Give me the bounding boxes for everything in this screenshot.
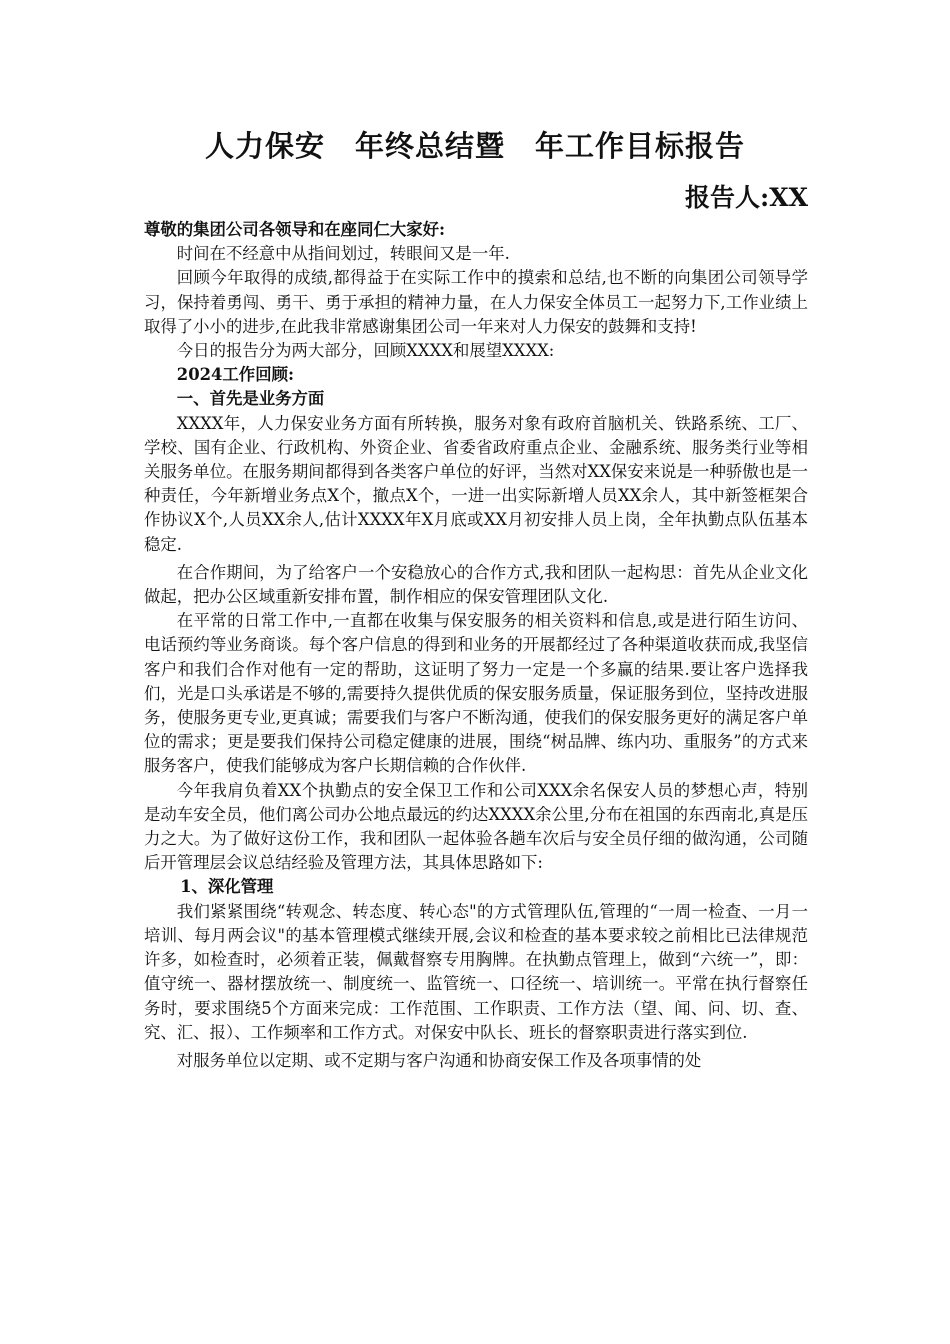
paragraph: XXXX年，人力保安业务方面有所转换，服务对象有政府首脑机关、铁路系统、工厂、学校、国有企业、行政机构、外资企业、省委省政府重点企业、金融系统、服务类行业等相关服务单位。在服务期间都得到各类客户单位的好评，当然对XX保安来说是一种骄傲也是一种责任，今年新增业务点X个，撤点X个，一进一出实际新增人员XX余人，其中新签框架合作协议X个,人员XX余人,估计XXXX年X月底或XX月初安排人员上岗，全年执勤点队伍基本稳定.	[144, 413, 808, 554]
paragraph: 今年我肩负着XX个执勤点的安全保卫工作和公司XXX余名保安人员的梦想心声，特别是动车安全员，他们离公司办公地点最远的约达XXXX余公里,分布在祖国的东西南北,真是压力之大。为了做好这份工作，我和团队一起体验各趟车次后与安全员仔细的做沟通，公司随后开管理层会议总结经验及管理方法，其具体思路如下:	[144, 780, 808, 873]
paragraph: 在平常的日常工作中,一直都在收集与保安服务的相关资料和信息,或是进行陌生访问、电话预约等业务商谈。每个客户信息的得到和业务的开展都经过了各种渠道收获而成,我坚信客户和我们合作对他有一定的帮助，这证明了努力一定是一个多赢的结果.要让客户选择我们，光是口头承诺是不够的,需要持久提供优质的保安服务质量，保证服务到位，坚持改进服务，使服务更专业,更真诚；需要我们与客户不断沟通，使我们的保安服务更好的满足客户单位的需求；更是要我们保持公司稳定健康的进展，围绕“树品牌、练内功、重服务”的方式来服务客户，使我们能够成为客户长期信赖的合作伙伴.	[144, 611, 808, 776]
reporter-line: 报告人:XX	[684, 183, 808, 212]
paragraph: 今日的报告分为两大部分，回顾XXXX和展望XXXX:	[176, 341, 555, 361]
paragraph: 回顾今年取得的成绩,都得益于在实际工作中的摸索和总结,也不断的向集团公司领导学习，保持着勇闯、勇干、勇于承担的精神力量，在人力保安全体员工一起努力下,工作业绩上取得了小小的进步,在此我非常感谢集团公司一年来对人力保安的鼓舞和支持!	[144, 268, 808, 336]
section-heading: 2024工作回顾:	[176, 365, 295, 385]
section-heading: 一、首先是业务方面	[176, 389, 325, 409]
paragraph: 对服务单位以定期、或不定期与客户沟通和协商安保工作及各项事情的处	[176, 1050, 702, 1070]
document-body	[144, 218, 808, 1073]
greeting: 尊敬的集团公司各领导和在座同仁大家好:	[144, 220, 446, 239]
paragraph: 在合作期间，为了给客户一个安稳放心的合作方式,我和团队一起构思：首先从企业文化做起，把办公区域重新安排布置，制作相应的保安管理团队文化.	[144, 562, 808, 607]
document-title: 人力保安 年终总结暨 年工作目标报告	[204, 129, 745, 163]
subsection-heading: 1、深化管理	[180, 877, 274, 897]
paragraph: 时间在不经意中从指间划过，转眼间又是一年.	[176, 244, 510, 264]
paragraph: 我们紧紧围绕“转观念、转态度、转心态"的方式管理队伍,管理的“一周一检查、一月一培训、每月两会议"的基本管理模式继续开展,会议和检查的基本要求较之前相比已法律规范许多，如检查时，必须着正装，佩戴督察专用胸牌。在执勤点管理上，做到“六统一”，即：值守统一、器材摆放统一、制度统一、监管统一、口径统一、培训统一。平常在执行督察任务时，要求围绕5个方面来完成：工作范围、工作职责、工作方法（望、闻、问、切、查、究、汇、报）、工作频率和工作方式。对保安中队长、班长的督察职责进行落实到位.	[144, 901, 808, 1042]
